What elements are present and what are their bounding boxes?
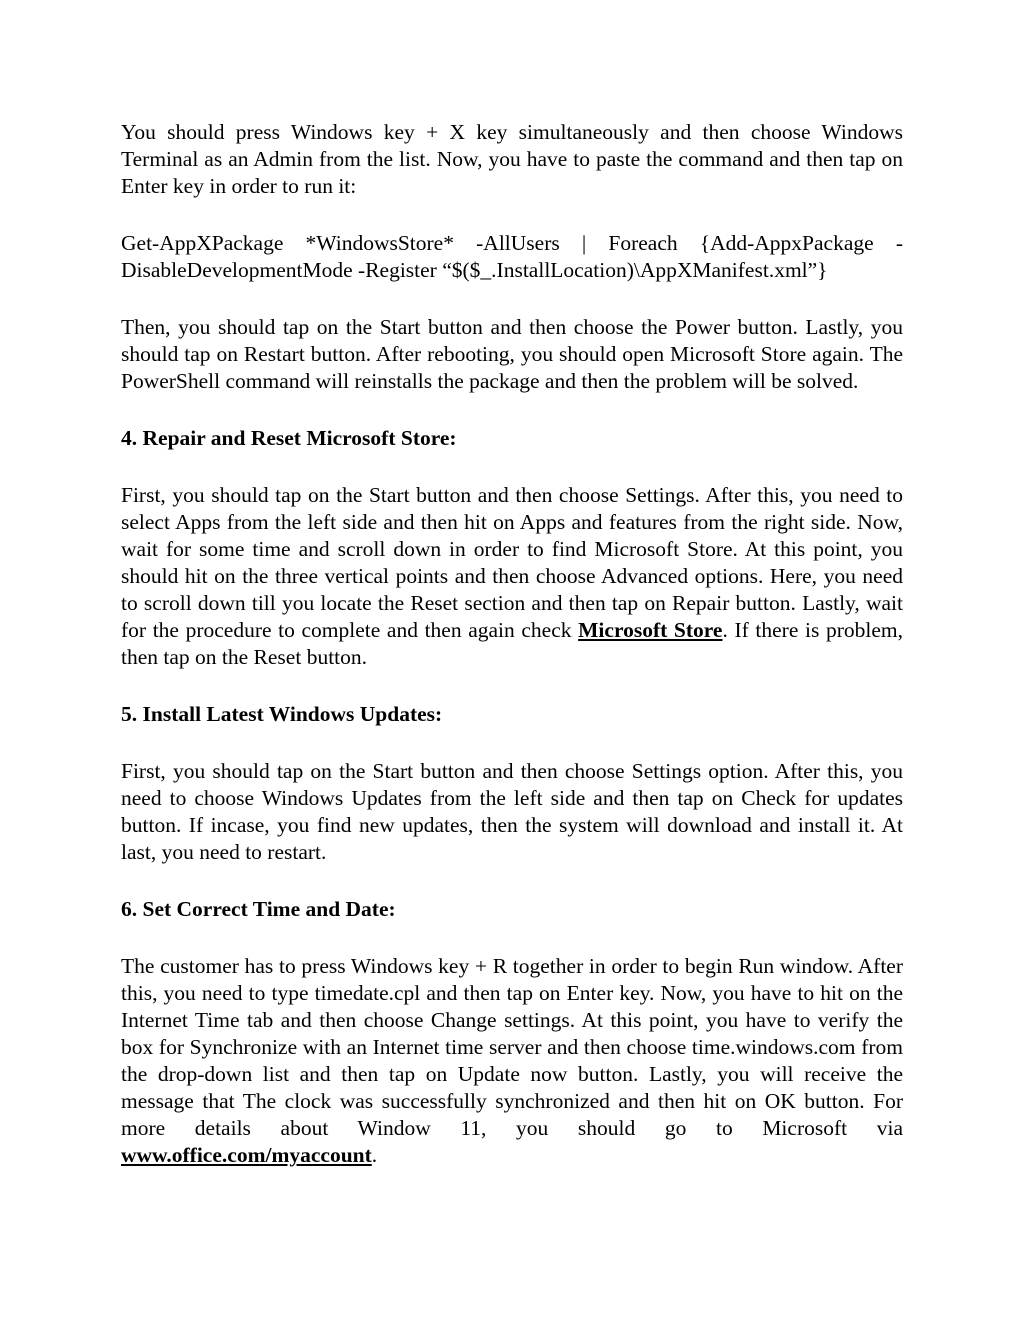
section-6-paragraph (121, 953, 903, 1169)
section-4-text: First, you should tap on the Start button and then choose Settings. After this, you need to select Apps from the left side and then hit on Apps and features from the right side. Now, wait for some time and scroll down in order to find Microsoft Store. At this point, you should hit on the three vertical points and then choose Advanced options. Here, you need to scroll down till you locate the Reset section and then tap on Repair button. Lastly, wait for the procedure to complete and then again check (121, 483, 903, 642)
microsoft-store-link[interactable]: Microsoft Store (578, 618, 723, 642)
section-6-text-end: . (371, 1143, 378, 1167)
document-page (121, 119, 903, 1199)
restart-paragraph: Then, you should tap on the Start button and then choose the Power button. Lastly, you should tap on Restart button. After rebooting, you should open Microsoft Store again. The PowerShell command will reinstalls the package and then the problem will be solved. (121, 315, 903, 393)
powershell-command: Get-AppXPackage *WindowsStore* -AllUsers | Foreach {Add-AppxPackage -DisableDevelopmentMode -Register “$($_.InstallLocation)\AppXManifest.xml”} (121, 231, 903, 282)
section-5-heading: 5. Install Latest Windows Updates: (121, 702, 443, 726)
section-5-paragraph: First, you should tap on the Start button and then choose Settings option. After this, you need to choose Windows Updates from the left side and then tap on Check for updates button. If incase, you find new updates, then the system will download and install it. At last, you need to restart. (121, 759, 903, 864)
section-4-text-end: . If there is problem, then tap on the Reset button. (121, 618, 903, 669)
section-6-heading: 6. Set Correct Time and Date: (121, 897, 396, 921)
intro-paragraph: You should press Windows key + X key simultaneously and then choose Windows Terminal as an Admin from the list. Now, you have to paste the command and then tap on Enter key in order to run it: (121, 120, 903, 198)
section-6-text: The customer has to press Windows key + R together in order to begin Run window. After this, you need to type timedate.cpl and then tap on Enter key. Now, you have to hit on the Internet Time tab and then choose Change settings. At this point, you have to verify the box for Synchronize with an Internet time server and then choose time.windows.com from the drop-down list and then tap on Update now button. Lastly, you will receive the message that The clock was successfully synchronized and then hit on OK button. For more details about Window 11, you should go to Microsoft via (121, 954, 903, 1140)
office-myaccount-link[interactable]: www.office.com/myaccount (121, 1143, 372, 1167)
section-4-heading: 4. Repair and Reset Microsoft Store: (121, 426, 457, 450)
section-4-paragraph (121, 482, 903, 671)
